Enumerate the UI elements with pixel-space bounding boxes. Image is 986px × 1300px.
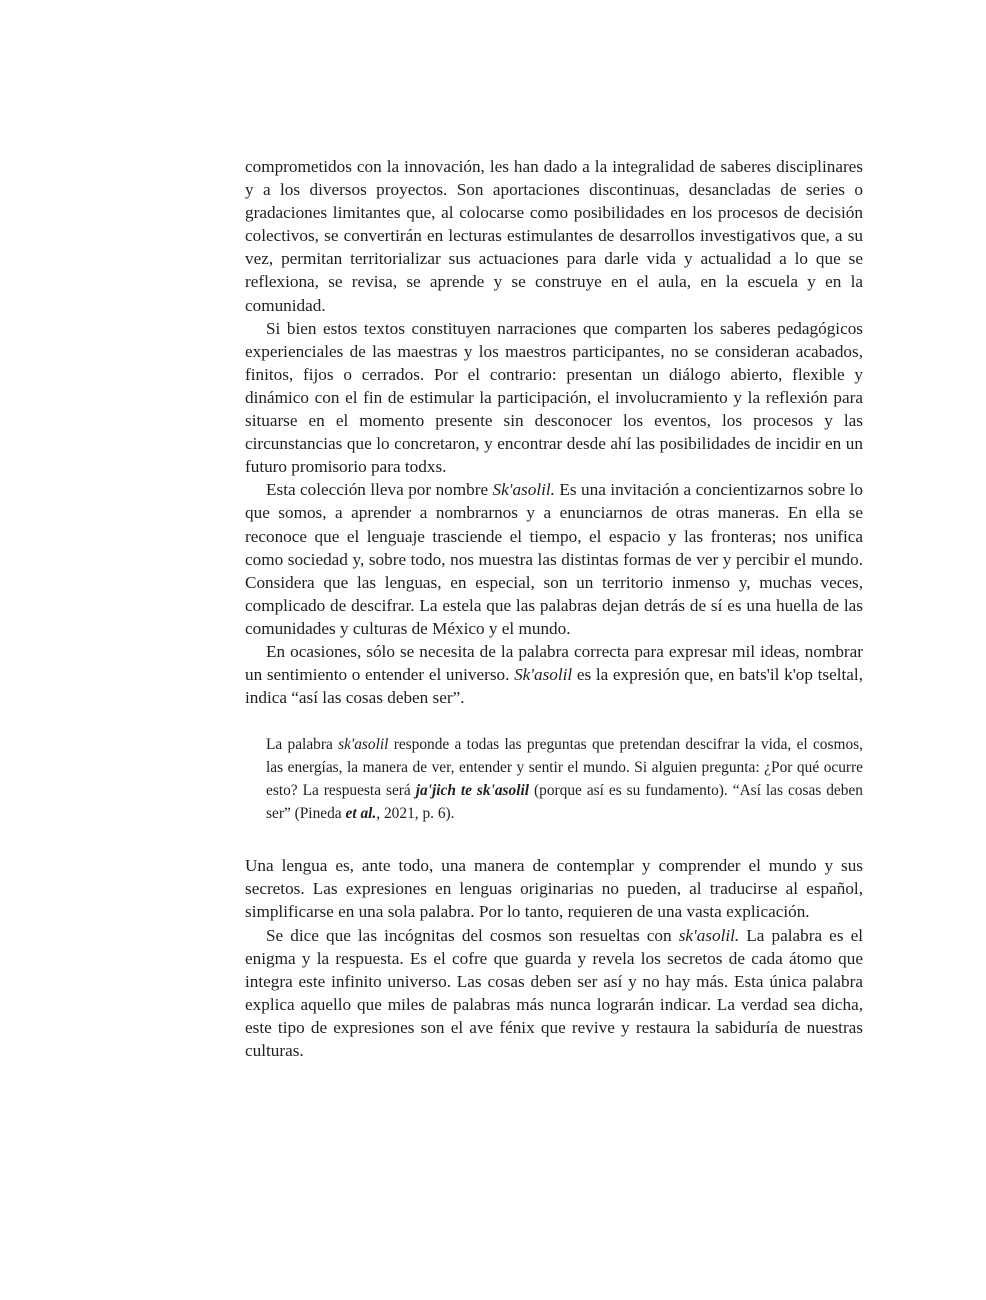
paragraph-3-text-a: Esta colección lleva por nombre	[266, 480, 493, 500]
paragraph-4-text-b: es la expresión que, en bats'il k'op tseltal, indica “así las cosas deben ser”.	[245, 665, 863, 708]
block-quote	[266, 733, 863, 825]
paragraph-2	[245, 317, 863, 479]
paragraph-6-text-a: Se dice que las incógnitas del cosmos son resueltas con	[266, 925, 679, 945]
text-column	[245, 155, 863, 1062]
paragraph-4-term: Sk'asolil	[514, 665, 573, 685]
quote-text-b: responde a todas las preguntas que pretendan descifrar la vida, el cosmos, las energías, la manera de ver, entender y sentir el mundo. Si alguien pregunta: ¿Por qué ocurre esto? La respuesta será	[266, 736, 863, 800]
quote-tseltal-phrase: ja'jich te sk'asolil	[415, 782, 530, 800]
quote-citation-etal: et al.	[345, 805, 377, 823]
paragraph-4-text-a: En ocasiones, sólo se necesita de la palabra correcta para expresar mil ideas, nombrar un sentimiento o entender el universo.	[245, 641, 863, 685]
paragraph-2-text: Si bien estos textos constituyen narraciones que comparten los saberes pedagógicos experienciales de las maestras y los maestros participantes, no se consideran acabados, finitos, fijos o cerrados. Por el contrario: presentan un diálogo abierto, flexible y dinámico con el fin de estimular la participación, el involucramiento y la reflexión para situarse en el momento presente sin desconocer los eventos, los procesos y las circunstancias que lo concretaron, y encontrar desde ahí las posibilidades de incidir en un futuro promisorio para todxs.	[245, 318, 863, 477]
paragraph-3	[245, 478, 863, 640]
paragraph-5	[245, 854, 863, 923]
paragraph-3-collection-name: Sk'asolil.	[492, 480, 555, 500]
paragraph-1	[245, 155, 863, 317]
block-quote-text	[266, 733, 863, 825]
paragraph-4	[245, 640, 863, 709]
quote-text-a: La palabra	[266, 736, 339, 754]
paragraph-5-text: Una lengua es, ante todo, una manera de contemplar y comprender el mundo y sus secretos. Las expresiones en lenguas originarias no pueden, al traducirse al español, simplificarse en una sola palabra. Por lo tanto, requieren de una vasta explicación.	[245, 856, 863, 922]
paragraph-1-text: comprometidos con la innovación, les han dado a la integralidad de saberes disciplinares y a los diversos proyectos. Son aportaciones discontinuas, desancladas de series o gradaciones limitantes que, al colocarse como posibilidades en los procesos de decisión colectivos, se convertirán en lecturas estimulantes de desarrollos investigativos que, a su vez, permitan territorializar sus actuaciones para darle vida y actualidad a lo que se reflexiona, se revisa, se aprende y se construye en el aula, en la escuela y en la comunidad.	[245, 157, 863, 315]
quote-citation-rest: , 2021, p. 6).	[376, 805, 455, 823]
paragraph-6-text-b: La palabra es el enigma y la respuesta. Es el cofre que guarda y revela los secretos de cada átomo que integra este infinito universo. Las cosas deben ser así y no hay más. Esta única palabra explica aquello que miles de palabras más nunca lograrán indicar. La verdad sea dicha, este tipo de expresiones son el ave fénix que revive y restaura la sabiduría de nuestras culturas.	[245, 925, 863, 1060]
paragraph-6	[245, 924, 863, 1063]
quote-text-c: (porque así es su fundamento). “Así las cosas deben ser” (Pineda	[266, 782, 863, 823]
paragraph-6-term: sk'asolil.	[678, 925, 740, 945]
paragraph-3-text-b: Es una invitación a concientizarnos sobre lo que somos, a aprender a nombrarnos y a enunciarnos de otras maneras. En ella se reconoce que el lenguaje trasciende el tiempo, el espacio y las fronteras; nos unifica como sociedad y, sobre todo, nos muestra las distintas formas de ver y percibir el mundo. Considera que las lenguas, en especial, son un territorio inmenso y, muchas veces, complicado de descifrar. La estela que las palabras dejan detrás de sí es una huella de las comunidades y culturas de México y el mundo.	[245, 480, 863, 638]
quote-term: sk'asolil	[338, 736, 389, 754]
